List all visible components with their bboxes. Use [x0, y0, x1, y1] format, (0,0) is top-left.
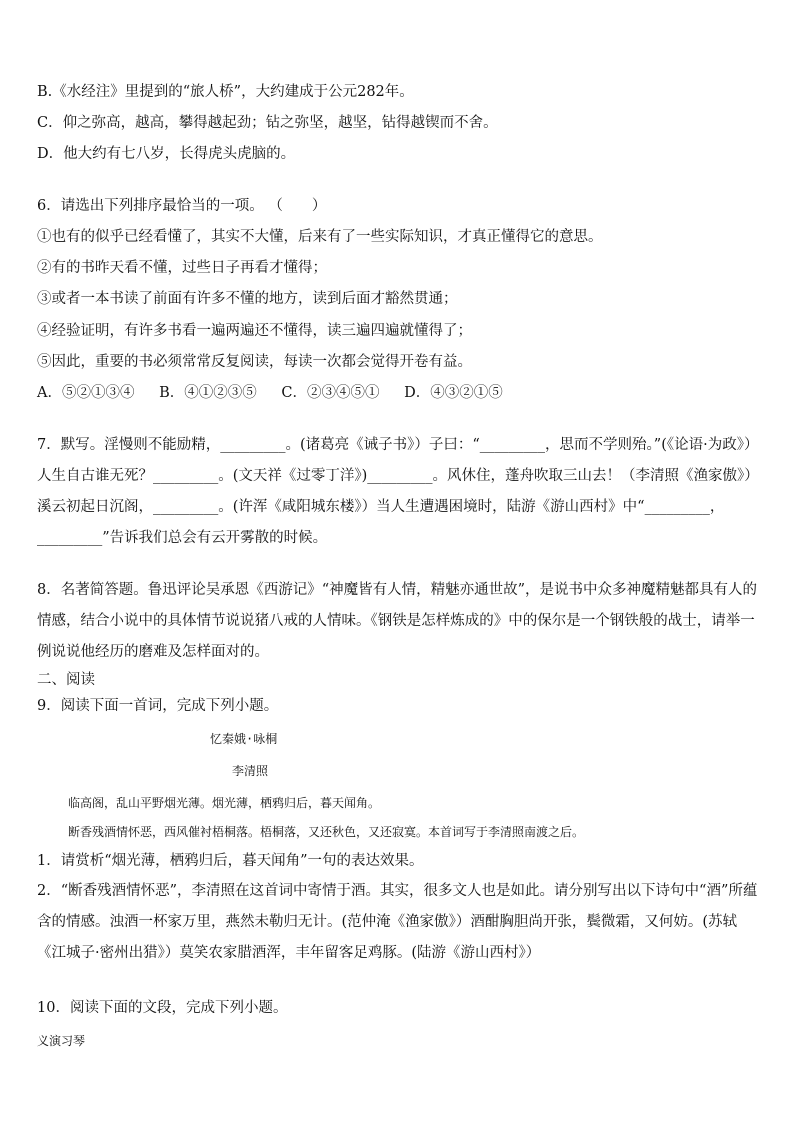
q6-option-a: A．⑤②①③④ — [37, 385, 135, 401]
q9-sub1: 1．请赏析“烟光薄，栖鸦归后，暮天闻角”一句的表达效果。 — [37, 853, 424, 869]
q5-option-c: C．仰之弥高，越高，攀得越起劲；钻之弥坚，越坚，钻得越锲而不舍。 — [37, 115, 498, 131]
poem-line-2: 断香残酒情怀恶，西风催衬梧桐落。梧桐落，又还秋色，又还寂寞。本首词写于李清照南渡之后。 — [68, 825, 585, 839]
poem-title: 忆秦娥·咏桐 — [210, 732, 278, 746]
q6-option-d: D．④③②①⑤ — [404, 385, 503, 401]
q5-option-d: D．他大约有七八岁，长得虎头虎脑的。 — [37, 146, 296, 162]
section-reading-title: 二、阅读 — [37, 672, 95, 688]
passage-subtitle: 义演习琴 — [37, 1034, 86, 1048]
q6-option-b: B．④①②③⑤ — [159, 385, 257, 401]
q6-sentence-1: ①也有的似乎已经看懂了，其实不大懂，后来有了一些实际知识，才真正懂得它的意思。 — [37, 229, 603, 245]
q8-text: 8．名著简答题。鲁迅评论吴承恩《西游记》“神魔皆有人情，精魅亦通世故”，是说书中众多神魔精魅都具有人的情感，结合小说中的具体情节说说猪八戒的人情味。《钢铁是怎样炼成的》中的保尔是一个钢铁般的战士，请举一例说说他经历的磨难及怎样面对的。 — [37, 582, 758, 660]
q6-sentence-5: ⑤因此，重要的书必须常常反复阅读，每读一次都会觉得开卷有益。 — [37, 354, 472, 370]
q7-text: 7．默写。淫慢则不能励精，_________。(诸葛亮《诫子书》）子曰：“_________，思而不学则殆。”(《论语·为政》）人生自古谁无死？_________。(文天祥《过零丁洋》)_________。风休住，蓬舟吹取三山去！（李清照《渔家傲》）溪云初起日沉阁，_________。(许浑《咸阳城东楼》）当人生遭遇困境时，陆游《游山西村》中“_________，_________”告诉我们总会有云开雾散的时候。 — [37, 437, 759, 546]
q6-stem: 6．请选出下列排序最恰当的一项。 （ ） — [37, 198, 327, 214]
q10-stem: 10．阅读下面的文段，完成下列小题。 — [37, 1000, 288, 1016]
q9-stem: 9．阅读下面一首词，完成下列小题。 — [37, 698, 279, 714]
q6-sentence-4: ④经验证明，有许多书看一遍两遍还不懂得，读三遍四遍就懂得了； — [37, 323, 472, 339]
q5-option-b: B.《水经注》里提到的“旅人桥”，大约建成于公元282年。 — [37, 84, 414, 100]
poem-line-1: 临高阁，乱山平野烟光薄。烟光薄，栖鸦归后，暮天闻角。 — [68, 796, 381, 810]
q6-sentence-3: ③或者一本书读了前面有许多不懂的地方，读到后面才豁然贯通； — [37, 291, 458, 307]
q6-options — [37, 383, 523, 403]
poem-author: 李清照 — [232, 764, 269, 778]
q9-sub2: 2．“断香残酒情怀恶”，李清照在这首词中寄情于酒。其实，很多文人也是如此。请分别写出以下诗句中“酒”所蕴含的情感。浊酒一杯家万里，燕然未勒归无计。(范仲淹《渔家傲》）酒酣胸胆尚开张，鬓微霜，又何妨。(苏轼《江城子·密州出猎》）莫笑农家腊酒浑，丰年留客足鸡豚。(陆游《游山西村》） — [37, 883, 758, 961]
q6-option-c: C．②③④⑤① — [281, 385, 380, 401]
q6-sentence-2: ②有的书昨天看不懂，过些日子再看才懂得； — [37, 260, 327, 276]
